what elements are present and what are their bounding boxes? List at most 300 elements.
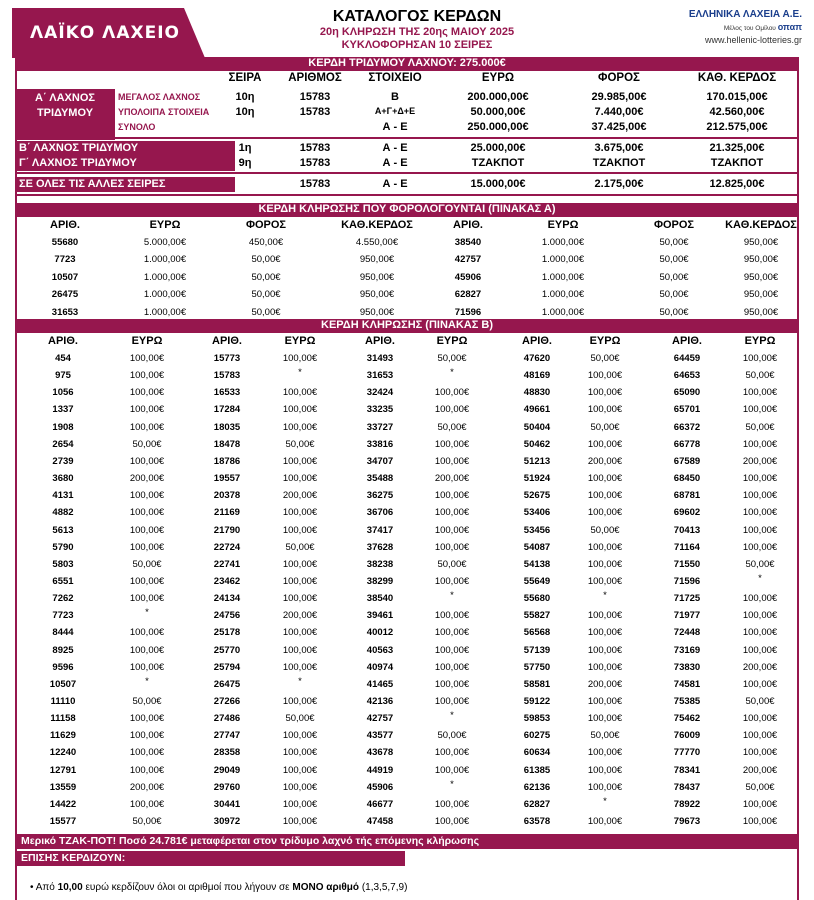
ticket-number: 25770: [213, 644, 241, 656]
ticket-number: 19557: [213, 473, 241, 485]
ticket-number: 47458: [366, 816, 394, 828]
column-header: ΕΥΡΩ: [744, 335, 776, 347]
amount: 50,00€: [285, 713, 315, 725]
ticket-number: 50462: [523, 438, 551, 450]
ticket-number: 7723: [54, 254, 76, 266]
amount: 100,00€: [129, 524, 165, 536]
note-middle: ευρώ κερδίζουν όλοι οι αριθμοί που λήγουν σε: [82, 882, 293, 893]
amount: 100,00€: [587, 541, 623, 553]
ticket-number: 62136: [523, 781, 551, 793]
amount: 200,00€: [282, 610, 318, 622]
ticket-number: 33235: [366, 404, 394, 416]
ticket-number: 50404: [523, 421, 551, 433]
amount: 50,00€: [590, 421, 620, 433]
amount: 100,00€: [129, 541, 165, 553]
ticket-number: 74581: [673, 678, 701, 690]
amount: 200,00€: [282, 490, 318, 502]
a-row-euro: 250.000,00€: [467, 121, 529, 133]
amount: 50,00€: [745, 558, 775, 570]
ticket-number: 3680: [52, 473, 74, 485]
ticket-number: 24756: [213, 610, 241, 622]
column-header: ΑΡΙΘ.: [522, 335, 552, 347]
ticket-number: 16533: [213, 387, 241, 399]
amount: 100,00€: [587, 610, 623, 622]
amount: 100,00€: [434, 438, 470, 450]
ticket-number: 72448: [673, 627, 701, 639]
amount: 100,00€: [434, 455, 470, 467]
amount: 200,00€: [742, 455, 778, 467]
ticket-number: 1056: [52, 387, 74, 399]
ticket-number: 68450: [673, 473, 701, 485]
amount: 100,00€: [587, 370, 623, 382]
amount: 100,00€: [742, 353, 778, 364]
ticket-number: 5803: [52, 558, 74, 570]
amount: 100,00€: [129, 404, 165, 416]
ticket-number: 34707: [366, 455, 394, 467]
other-row-net: ΤΖΑΚΠΟΤ: [710, 157, 764, 169]
ticket-number: 17284: [213, 404, 241, 416]
series-subtitle: ΚΥΚΛΟΦΟΡΗΣΑΝ 10 ΣΕΙΡΕΣ: [341, 39, 493, 51]
ticket-number: 4882: [52, 507, 74, 519]
column-header: ΕΥΡΩ: [131, 335, 163, 347]
amount: 100,00€: [434, 747, 470, 759]
column-header: ΣΤΟΙΧΕΙΟ: [368, 72, 422, 84]
a-row-euro: 50.000,00€: [470, 106, 526, 118]
ticket-number: 48169: [523, 370, 551, 382]
ticket-number: 27266: [213, 696, 241, 707]
triple-prize-section: [15, 62, 799, 194]
amount: 50,00€: [132, 438, 162, 450]
ticket-number: 23462: [213, 575, 241, 587]
ticket-number: 66372: [673, 421, 701, 433]
ticket-number: 62827: [523, 798, 551, 810]
a-row-series: 10η: [235, 91, 255, 103]
ticket-number: 57139: [523, 644, 551, 656]
note-suffix: (1,3,5,7,9): [359, 882, 408, 893]
amount: 1.000,00€: [541, 254, 585, 266]
a-row-element: Α+Γ+Δ+Ε: [374, 106, 416, 116]
amount: 100,00€: [129, 713, 165, 725]
ticket-number: 78437: [673, 781, 701, 793]
divider: [15, 194, 799, 196]
ticket-number: 71596: [673, 575, 701, 587]
amount: 1.000,00€: [541, 271, 585, 283]
ticket-number: 38299: [366, 575, 394, 587]
a-row-element: Β: [391, 91, 399, 103]
amount: 950,00€: [743, 254, 779, 266]
ticket-number: 71977: [673, 610, 701, 622]
column-header: ΕΥΡΩ: [436, 335, 468, 347]
amount: 50,00€: [590, 353, 620, 364]
amount: 100,00€: [434, 644, 470, 656]
ticket-number: 27747: [213, 730, 241, 742]
amount: 100,00€: [742, 387, 778, 399]
amount: 100,00€: [587, 696, 623, 707]
amount: *: [450, 710, 454, 722]
amount: 100,00€: [282, 764, 318, 776]
amount: 100,00€: [282, 661, 318, 673]
amount: 50,00€: [437, 421, 467, 433]
other-row-element: Α - Ε: [382, 142, 408, 154]
ticket-number: 7262: [52, 593, 74, 605]
ticket-number: 40563: [366, 644, 394, 656]
ticket-number: 73830: [673, 661, 701, 673]
amount: 100,00€: [129, 764, 165, 776]
ticket-number: 11110: [50, 696, 76, 707]
amount: 100,00€: [129, 353, 165, 364]
ticket-number: 76009: [673, 730, 701, 742]
amount: 100,00€: [742, 747, 778, 759]
amount: 100,00€: [742, 490, 778, 502]
a-row-tax: 37.425,00€: [591, 121, 647, 133]
amount: 200,00€: [129, 473, 165, 485]
column-header: ΦΟΡΟΣ: [653, 219, 695, 231]
ticket-number: 38238: [366, 558, 394, 570]
ticket-number: 61385: [523, 764, 551, 776]
amount: 1.000,00€: [143, 271, 187, 283]
other-prize-label-text: ΣΕ ΟΛΕΣ ΤΙΣ ΑΛΛΕΣ ΣΕΙΡΕΣ: [19, 178, 166, 190]
right-frame: [797, 57, 799, 900]
ticket-number: 69602: [673, 507, 701, 519]
amount: 100,00€: [282, 747, 318, 759]
ticket-number: 18786: [213, 455, 241, 467]
amount: 100,00€: [434, 798, 470, 810]
other-row-number: 15783: [299, 142, 331, 154]
ticket-number: 32424: [366, 387, 394, 399]
ticket-number: 53456: [523, 524, 551, 536]
amount: 50,00€: [251, 306, 281, 318]
amount: 50,00€: [285, 541, 315, 553]
ticket-number: 77770: [673, 747, 701, 759]
ticket-number: 66778: [673, 438, 701, 450]
ticket-number: 47620: [523, 353, 551, 364]
ticket-number: 36275: [366, 490, 394, 502]
ticket-number: 78922: [673, 798, 701, 810]
amount: 950,00€: [359, 306, 395, 318]
amount: 100,00€: [282, 455, 318, 467]
column-header: ΑΡΙΘΜΟΣ: [288, 72, 342, 84]
amount: 100,00€: [434, 387, 470, 399]
amount: 100,00€: [434, 661, 470, 673]
ticket-number: 27486: [213, 713, 241, 725]
other-row-euro: ΤΖΑΚΠΟΤ: [471, 157, 525, 169]
logo-text: ΛΑΪΚΟ ΛΑΧΕΙΟ: [30, 23, 180, 43]
amount: 100,00€: [587, 781, 623, 793]
ticket-number: 31653: [366, 370, 394, 382]
amount: 200,00€: [434, 473, 470, 485]
ticket-number: 22724: [213, 541, 241, 553]
amount: 100,00€: [129, 370, 165, 382]
ticket-number: 59122: [523, 696, 551, 707]
amount: 100,00€: [129, 730, 165, 742]
amount: 100,00€: [742, 713, 778, 725]
ticket-number: 33816: [366, 438, 394, 450]
amount: 100,00€: [282, 730, 318, 742]
column-header: ΕΥΡΩ: [481, 72, 515, 84]
ticket-number: 43577: [366, 730, 394, 742]
amount: 100,00€: [434, 610, 470, 622]
amount: 100,00€: [587, 575, 623, 587]
amount: 50,00€: [659, 306, 689, 318]
brand-name: ΕΛΛΗΝΙΚΑ ΛΑΧΕΙΑ Α.Ε.: [688, 9, 802, 20]
ticket-number: 60275: [523, 730, 551, 742]
amount: 100,00€: [742, 610, 778, 622]
amount: 100,00€: [282, 558, 318, 570]
amount: *: [145, 675, 149, 687]
also-win-banner: ΕΠΙΣΗΣ ΚΕΡΔΙΖΟΥΝ:: [15, 851, 405, 866]
ticket-number: 35488: [366, 473, 394, 485]
amount: 100,00€: [129, 455, 165, 467]
amount: *: [603, 795, 607, 807]
amount: 100,00€: [282, 816, 318, 828]
title-block: [287, 8, 547, 52]
a-row-number: 15783: [299, 91, 331, 103]
ticket-number: 26475: [213, 678, 241, 690]
amount: 50,00€: [590, 730, 620, 742]
ticket-number: 975: [55, 370, 71, 382]
ticket-number: 37417: [366, 524, 394, 536]
odd-number-note: [30, 882, 407, 893]
a-row-net: 42.560,00€: [709, 106, 765, 118]
note-bold: ΜΟΝΟ αριθμό: [292, 882, 360, 893]
a-row-label: ΣΥΝΟΛΟ: [118, 122, 156, 132]
amount: 100,00€: [434, 404, 470, 416]
ticket-number: 25178: [213, 627, 241, 639]
ticket-number: 25794: [213, 661, 241, 673]
column-header: ΦΟΡΟΣ: [598, 72, 640, 84]
amount: 4.550,00€: [355, 237, 399, 248]
a-row-label: ΥΠΟΛΟΙΠΑ ΣΤΟΙΧΕΙΑ: [118, 107, 210, 117]
column-header: ΑΡΙΘ.: [212, 335, 242, 347]
amount: 100,00€: [742, 541, 778, 553]
other-row-net: 21.325,00€: [709, 142, 765, 154]
amount: 100,00€: [587, 764, 623, 776]
amount: 200,00€: [742, 764, 778, 776]
ticket-number: 36706: [366, 507, 394, 519]
column-header: ΑΡΙΘ.: [50, 219, 80, 231]
ticket-number: 55827: [523, 610, 551, 622]
ticket-number: 59853: [523, 713, 551, 725]
ticket-number: 24134: [213, 593, 241, 605]
ticket-number: 18035: [213, 421, 241, 433]
other-row-number: 15783: [299, 157, 331, 169]
amount: 100,00€: [587, 661, 623, 673]
brand-block: [672, 8, 802, 46]
column-header: ΑΡΙΘ.: [365, 335, 395, 347]
ticket-number: 79673: [673, 816, 701, 828]
ticket-number: 42136: [366, 696, 394, 707]
amount: 100,00€: [742, 507, 778, 519]
amount: 100,00€: [282, 404, 318, 416]
amount: 100,00€: [282, 387, 318, 399]
ticket-number: 31493: [366, 353, 394, 364]
ticket-number: 60634: [523, 747, 551, 759]
ticket-number: 15783: [213, 370, 241, 382]
a-row-series: 10η: [235, 106, 255, 118]
member-text: Μέλος του Ομίλου: [723, 25, 776, 32]
column-header: ΑΡΙΘ.: [453, 219, 483, 231]
ticket-number: 71725: [673, 593, 701, 605]
other-prize-label-text: Γ΄ ΛΑΧΝΟΣ ΤΡΙΔΥΜΟΥ: [19, 157, 137, 169]
amount: 100,00€: [129, 490, 165, 502]
divider: [15, 172, 799, 174]
amount: 100,00€: [282, 473, 318, 485]
ticket-number: 40974: [366, 661, 394, 673]
table-b-band: ΚΕΡΔΗ ΚΛΗΡΩΣΗΣ (ΠΙΝΑΚΑΣ Β): [15, 319, 799, 333]
ticket-number: 38540: [454, 237, 482, 248]
ticket-number: 20378: [213, 490, 241, 502]
amount: 100,00€: [129, 387, 165, 399]
amount: 100,00€: [282, 781, 318, 793]
other-row-element: Α - Ε: [382, 178, 408, 190]
site-link[interactable]: www.hellenic-lotteries.gr: [704, 35, 802, 45]
ticket-number: 454: [55, 353, 71, 364]
a-row-tax: 29.985,00€: [591, 91, 647, 103]
column-header: ΚΑΘ. ΚΕΡΔΟΣ: [697, 72, 777, 84]
amount: 100,00€: [742, 798, 778, 810]
ticket-number: 8925: [52, 644, 74, 656]
ticket-number: 2654: [52, 438, 74, 450]
ticket-number: 68781: [673, 490, 701, 502]
ticket-number: 62827: [454, 289, 482, 301]
amount: 50,00€: [251, 271, 281, 283]
amount: 100,00€: [129, 575, 165, 587]
ticket-number: 71164: [674, 541, 700, 553]
ticket-number: 78341: [673, 764, 701, 776]
amount: 100,00€: [587, 747, 623, 759]
ticket-number: 41465: [366, 678, 394, 690]
column-header: ΚΑΘ.ΚΕΡΔΟΣ: [341, 219, 413, 231]
amount: 50,00€: [659, 289, 689, 301]
amount: 100,00€: [282, 421, 318, 433]
ticket-number: 71550: [673, 558, 701, 570]
amount: 1.000,00€: [541, 306, 585, 318]
amount: 100,00€: [742, 593, 778, 605]
amount: 100,00€: [434, 696, 470, 707]
amount: 50,00€: [251, 254, 281, 266]
ticket-number: 75385: [673, 696, 701, 707]
amount: 450,00€: [248, 237, 284, 248]
ticket-number: 12791: [49, 764, 77, 776]
ticket-number: 6551: [52, 575, 74, 587]
ticket-number: 2739: [52, 455, 74, 467]
ticket-number: 40012: [366, 627, 394, 639]
ticket-number: 1908: [52, 421, 74, 433]
ticket-number: 55649: [523, 575, 551, 587]
other-row-tax: 3.675,00€: [594, 142, 644, 154]
amount: 50,00€: [251, 289, 281, 301]
ticket-number: 1337: [52, 404, 74, 416]
amount: 100,00€: [434, 764, 470, 776]
amount: 950,00€: [743, 289, 779, 301]
column-header: ΑΡΙΘ.: [48, 335, 78, 347]
ticket-number: 48830: [523, 387, 551, 399]
amount: 100,00€: [742, 438, 778, 450]
divider: [15, 137, 799, 139]
ticket-number: 30441: [213, 798, 241, 810]
other-prize-label-text: Β΄ ΛΑΧΝΟΣ ΤΡΙΔΥΜΟΥ: [19, 142, 139, 154]
amount: 1.000,00€: [143, 289, 187, 301]
amount: *: [450, 367, 454, 379]
ticket-number: 7723: [52, 610, 74, 622]
ticket-number: 42757: [366, 713, 394, 725]
amount: 100,00€: [282, 593, 318, 605]
amount: 100,00€: [587, 490, 623, 502]
amount: 100,00€: [742, 678, 778, 690]
amount: 50,00€: [132, 816, 162, 828]
a-row-label: ΜΕΓΑΛΟΣ ΛΑΧΝΟΣ: [118, 92, 201, 102]
ticket-number: 33727: [366, 421, 394, 433]
note-amount: 10,00: [57, 882, 83, 893]
amount: *: [298, 675, 302, 687]
note-prefix: • Από: [30, 882, 58, 893]
amount: 100,00€: [282, 644, 318, 656]
ticket-number: 18478: [213, 438, 241, 450]
a-label-line2: ΤΡΙΔΥΜΟΥ: [36, 107, 94, 119]
column-header: ΚΑΘ.ΚΕΡΔΟΣ: [725, 219, 797, 231]
ticket-number: 26475: [51, 289, 79, 301]
amount: 100,00€: [587, 627, 623, 639]
ticket-number: 46677: [366, 798, 394, 810]
page-title: ΚΑΤΑΛΟΓΟΣ ΚΕΡΔΩΝ: [332, 8, 502, 25]
ticket-number: 45906: [366, 781, 394, 793]
table-a-band: ΚΕΡΔΗ ΚΛΗΡΩΣΗΣ ΠΟΥ ΦΟΡΟΛΟΓΟΥΝΤΑΙ (ΠΙΝΑΚΑΣ Α): [15, 203, 799, 217]
column-header: ΑΡΙΘ.: [672, 335, 702, 347]
amount: 950,00€: [359, 254, 395, 266]
column-header: ΕΥΡΩ: [284, 335, 316, 347]
amount: 50,00€: [285, 438, 315, 450]
other-row-tax: 2.175,00€: [594, 178, 644, 190]
amount: 100,00€: [129, 747, 165, 759]
amount: 100,00€: [587, 404, 623, 416]
amount: 100,00€: [742, 816, 778, 828]
ticket-number: 43678: [366, 747, 394, 759]
amount: 100,00€: [434, 678, 470, 690]
amount: 100,00€: [587, 507, 623, 519]
ticket-number: 9596: [52, 661, 74, 673]
other-row-net: 12.825,00€: [709, 178, 765, 190]
amount: *: [298, 367, 302, 379]
amount: 200,00€: [587, 455, 623, 467]
amount: 100,00€: [587, 558, 623, 570]
jackpot-banner: Μερικό ΤΖΑΚ-ΠΟΤ! Ποσό 24.781€ μεταφέρεται στον τρίδυμο λαχνό τής επόμενης κλήρωσης: [15, 834, 799, 849]
ticket-number: 44919: [366, 764, 394, 776]
other-row-number: 15783: [299, 178, 331, 190]
amount: 950,00€: [743, 237, 779, 248]
amount: 100,00€: [129, 507, 165, 519]
amount: 100,00€: [587, 713, 623, 725]
amount: 1.000,00€: [143, 254, 187, 266]
ticket-number: 15577: [49, 816, 77, 828]
amount: 50,00€: [745, 421, 775, 433]
amount: 950,00€: [359, 289, 395, 301]
ticket-number: 4131: [52, 490, 74, 502]
column-header: ΦΟΡΟΣ: [245, 219, 287, 231]
amount: 50,00€: [437, 730, 467, 742]
amount: 100,00€: [282, 627, 318, 639]
amount: 50,00€: [745, 696, 775, 707]
opap-logo-text: οπαπ: [777, 22, 802, 32]
amount: 100,00€: [282, 507, 318, 519]
amount: 100,00€: [742, 644, 778, 656]
other-row-euro: 15.000,00€: [470, 178, 526, 190]
amount: 100,00€: [587, 438, 623, 450]
ticket-number: 15773: [213, 353, 241, 364]
ticket-number: 5613: [52, 524, 74, 536]
amount: 1.000,00€: [541, 289, 585, 301]
ticket-number: 29760: [213, 781, 241, 793]
ticket-number: 22741: [213, 558, 241, 570]
